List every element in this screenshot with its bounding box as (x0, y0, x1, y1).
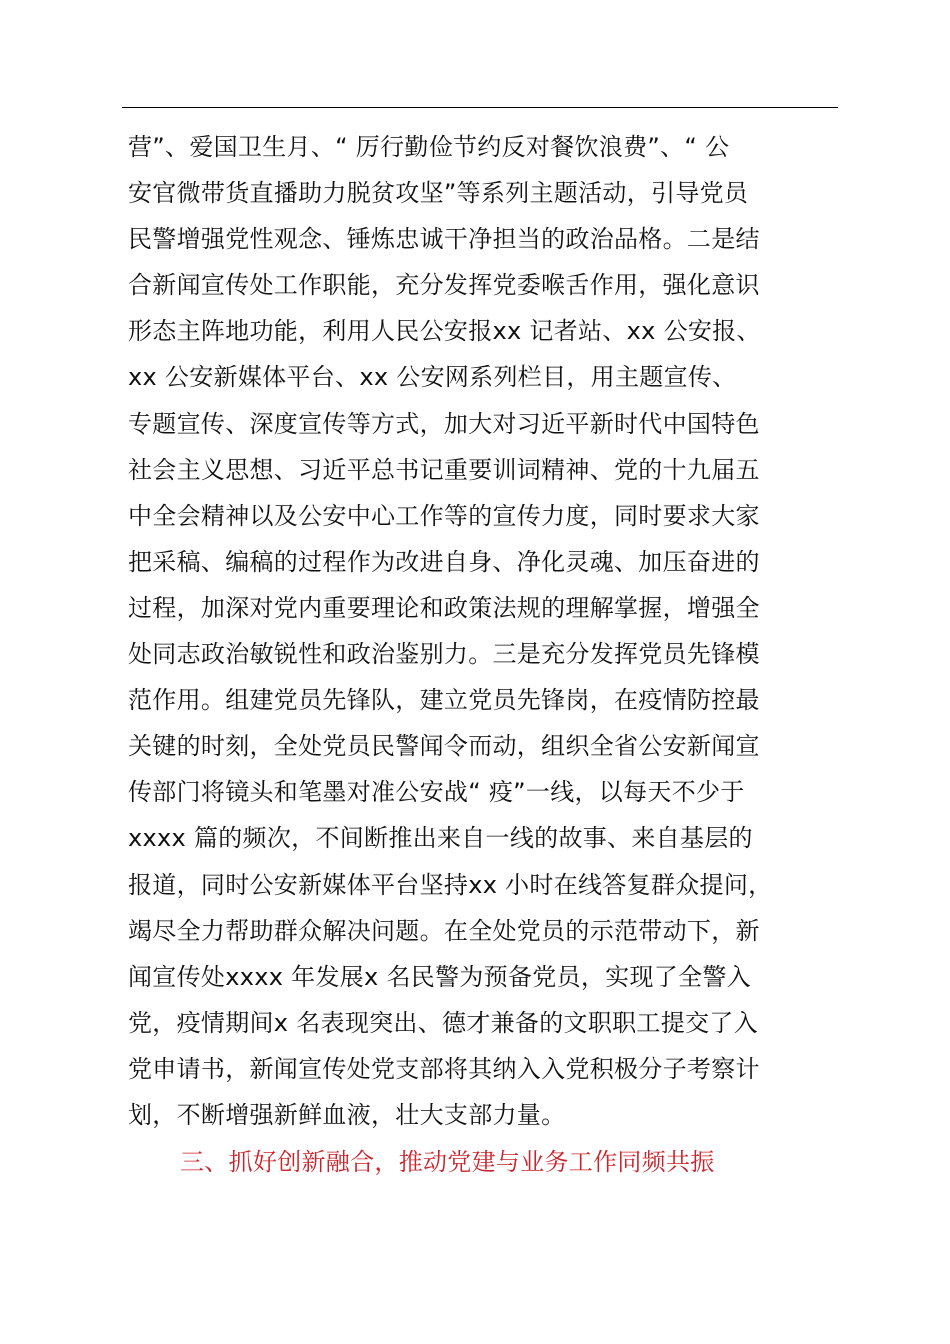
header-rule (122, 107, 838, 108)
text-line: 传部门将镜头和笔墨对准公安战“ 疫”一线，以每天不少于 (128, 778, 745, 807)
body-paragraph (128, 124, 848, 1138)
text-line: 划，不断增强新鲜血液，壮大支部力量。 (128, 1100, 566, 1129)
text-line: 营”、爱国卫生月、“ 厉行勤俭节约反对餐饮浪费”、“ 公 (128, 133, 730, 161)
text-line: 合新闻宣传处工作职能，充分发挥党委喉舌作用，强化意识 (128, 271, 760, 300)
text-line: 安官微带货直播助力脱贫攻坚”等系列主题活动，引导党员 (128, 179, 749, 208)
text-line: 中全会精神以及公安中心工作等的宣传力度，同时要求大家 (128, 501, 760, 530)
text-line: 处同志政治敏锐性和政治鉴别力。三是充分发挥党员先锋模 (128, 640, 760, 669)
section-heading: 三、抓好创新融合，推动党建与业务工作同频共振 (180, 1148, 715, 1176)
text-line: 民警增强党性观念、锤炼忠诚干净担当的政治品格。二是结 (128, 225, 760, 254)
text-line: 竭尽全力帮助群众解决问题。在全处党员的示范带动下，新 (128, 916, 760, 945)
text-line: 过程，加深对党内重要理论和政策法规的理解掌握，增强全 (128, 593, 760, 622)
text-line: 报道，同时公安新媒体平台坚持xx 小时在线答复群众提问， (128, 870, 773, 899)
text-line: xxxx 篇的频次，不间断推出来自一线的故事、来自基层的 (128, 824, 753, 853)
text-line: 党，疫情期间x 名表现突出、德才兼备的文职职工提交了入 (128, 1008, 758, 1037)
text-line: 社会主义思想、习近平总书记重要训词精神、党的十九届五 (128, 455, 760, 484)
text-line: 专题宣传、深度宣传等方式，加大对习近平新时代中国特色 (128, 409, 760, 438)
text-line: 形态主阵地功能，利用人民公安报xx 记者站、xx 公安报、 (128, 317, 761, 346)
text-line: 闻宣传处xxxx 年发展x 名民警为预备党员，实现了全警入 (128, 962, 751, 991)
text-line: 范作用。组建党员先锋队，建立党员先锋岗，在疫情防控最 (128, 686, 760, 715)
text-line: 把采稿、编稿的过程作为改进自身、净化灵魂、加压奋进的 (128, 547, 760, 576)
text-line: 关键的时刻，全处党员民警闻令而动，组织全省公安新闻宣 (128, 732, 760, 761)
text-line: 党申请书，新闻宣传处党支部将其纳入入党积极分子考察计 (128, 1054, 760, 1083)
text-line: xx 公安新媒体平台、xx 公安网系列栏目，用主题宣传、 (128, 363, 737, 392)
